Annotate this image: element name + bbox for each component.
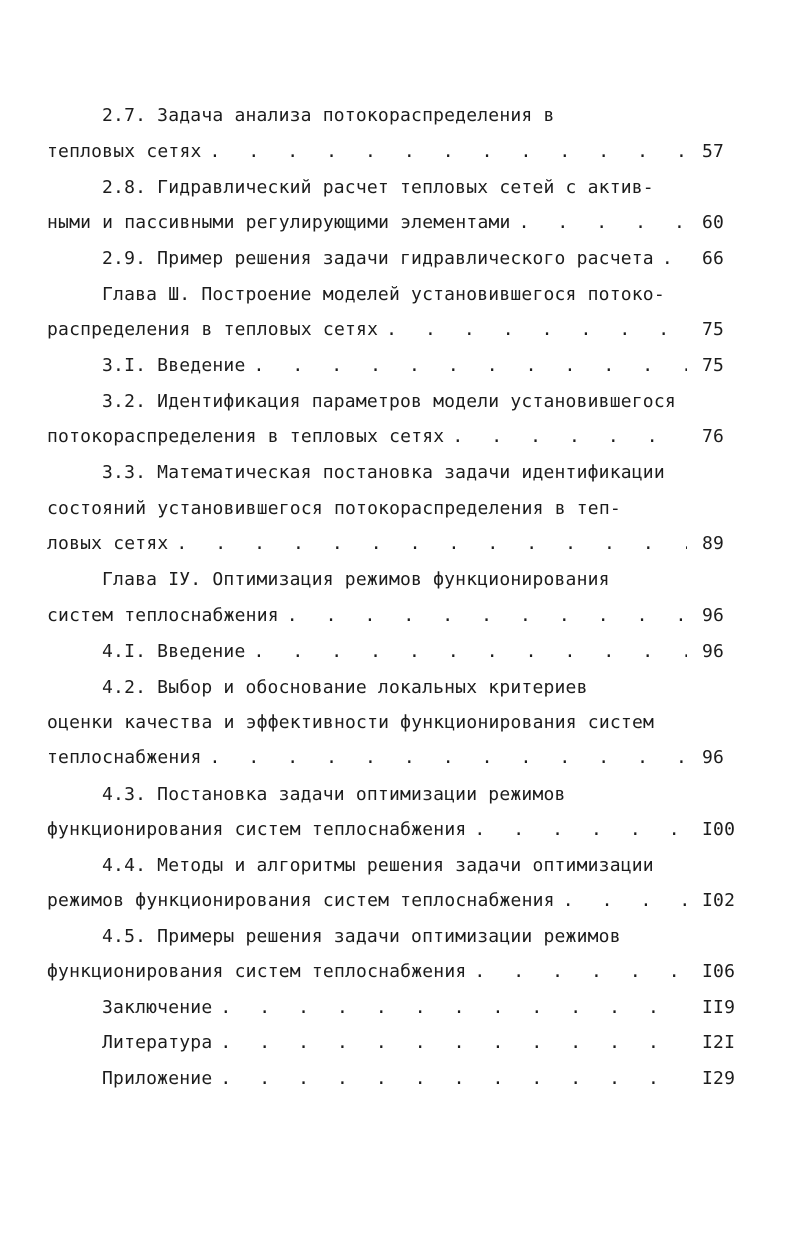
leader-dots [386, 317, 687, 343]
page-number: 96 [702, 747, 725, 768]
toc-entry-conclusion: Заключение . . . [102, 995, 687, 1021]
toc-entry-3-3-line2: состояний установившегося потокораспределения в теп- [47, 498, 621, 519]
toc-entry-4-2-line3: теплоснабжения . . . [47, 745, 687, 771]
toc-entry-4-4-line1: 4.4. Методы и алгоритмы решения задачи оптимизации [102, 855, 654, 876]
toc-entry-literature: Литература . . . [102, 1030, 687, 1056]
toc-entry-4-5-line2: функционирования систем теплоснабжения . . . [47, 959, 687, 985]
toc-entry-4-1: 4.I. Введение . . . [102, 639, 687, 665]
toc-entry-3-3-line3: ловых сетях . . . [47, 531, 687, 557]
toc-entry-3-2-line1: 3.2. Идентификация параметров модели установившегося [102, 391, 676, 412]
leader-dots [563, 888, 687, 914]
page-number: 66 [702, 248, 725, 269]
toc-entry-4-5-line1: 4.5. Примеры решения задачи оптимизации режимов [102, 926, 621, 947]
page-number: 60 [702, 212, 725, 233]
toc-entry-4-2-line2: оценки качества и эффективности функционирования систем [47, 712, 655, 733]
toc-entry-4-3-line2: функционирования систем теплоснабжения . . . [47, 817, 687, 843]
page-number: I06 [702, 961, 736, 982]
toc-chapter-3-line2: распределения в тепловых сетях . . . [47, 317, 687, 343]
leader-dots [519, 210, 687, 236]
toc-entry-4-4-line2: режимов функционирования систем теплоснабжения . . . [47, 888, 687, 914]
leader-dots [287, 603, 687, 629]
toc-entry-2-8-line2: ными и пассивными регулирующими элементами . . . [47, 210, 687, 236]
toc-entry-4-3-line1: 4.3. Постановка задачи оптимизации режимов [102, 784, 566, 805]
page-number: II9 [702, 997, 736, 1018]
toc-entry-appendix: Приложение . . . [102, 1066, 687, 1092]
leader-dots [220, 1030, 687, 1056]
leader-dots [253, 353, 687, 379]
leader-dots [474, 817, 687, 843]
toc-entry-2-7-line2: тепловых сетях . . . [47, 139, 687, 165]
page-number: 96 [702, 641, 725, 662]
page-number: I2I [702, 1032, 736, 1053]
leader-dots [474, 959, 687, 985]
page-number: 75 [702, 319, 725, 340]
leader-dots [210, 745, 687, 771]
toc-entry-4-2-line1: 4.2. Выбор и обоснование локальных критериев [102, 677, 588, 698]
toc-chapter-3-line1: Глава Ш. Построение моделей установившегося потоко- [102, 284, 665, 305]
toc-entry-2-8-line1: 2.8. Гидравлический расчет тепловых сетей с актив- [102, 177, 654, 198]
toc-entry-2-9: 2.9. Пример решения задачи гидравлического расчета . . . [102, 246, 687, 272]
toc-entry-3-3-line1: 3.3. Математическая постановка задачи идентификации [102, 462, 665, 483]
page-number: 96 [702, 605, 725, 626]
leader-dots [176, 531, 687, 557]
page-number: 89 [702, 533, 725, 554]
toc-entry-3-2-line2: потокораспределения в тепловых сетях . . . [47, 424, 687, 450]
leader-dots [452, 424, 687, 450]
leader-dots [662, 246, 687, 272]
page-number: I00 [702, 819, 736, 840]
page-number: I29 [702, 1068, 736, 1089]
page-number: 57 [702, 141, 725, 162]
toc-entry-2-7-line1: 2.7. Задача анализа потокораспределения в [102, 105, 555, 126]
toc-chapter-4-line2: систем теплоснабжения . . . [47, 603, 687, 629]
page-number: I02 [702, 890, 736, 911]
page-number: 76 [702, 426, 725, 447]
leader-dots [210, 139, 687, 165]
leader-dots [253, 639, 687, 665]
toc-entry-3-1: 3.I. Введение . . . [102, 353, 687, 379]
leader-dots [220, 1066, 687, 1092]
leader-dots [220, 995, 687, 1021]
page-number: 75 [702, 355, 725, 376]
toc-chapter-4-line1: Глава IУ. Оптимизация режимов функционирования [102, 569, 610, 590]
